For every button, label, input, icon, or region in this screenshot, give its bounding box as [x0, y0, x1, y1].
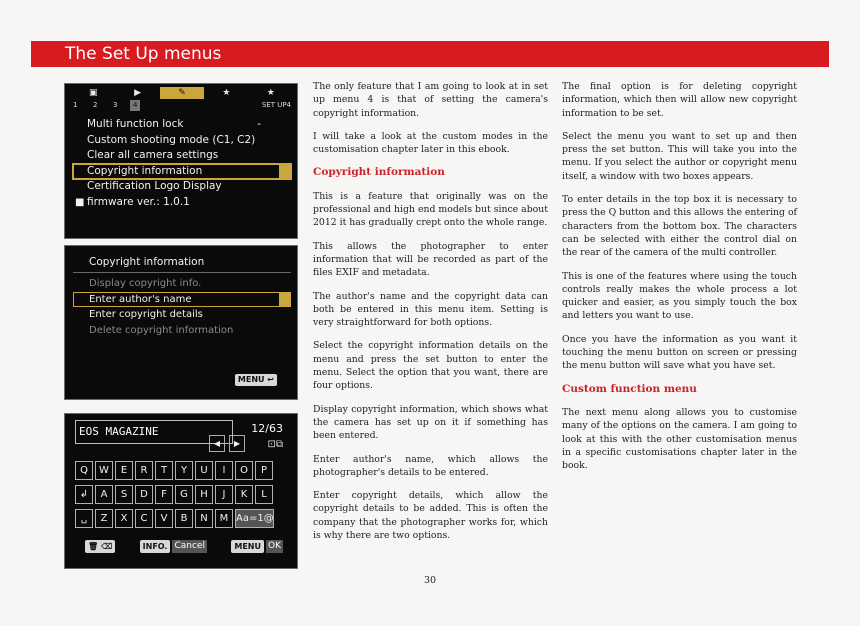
paragraph: The final option is for deleting copyright information, which then will allow new copyright information to be set.	[562, 81, 797, 119]
paragraph: This is one of the features where using the touch controls really makes the whole process a lot quicker and easier, as you simply touch the box and letters you want to use.	[562, 270, 797, 322]
selection-marker	[279, 164, 291, 180]
paragraph: Select the menu you want to set up and then press the set button. This will take you into the menu. If you select the author or copyright menu itself, a window with two boxes appears.	[562, 130, 797, 182]
key-v[interactable]: V	[155, 509, 173, 528]
menu-item-label: Certification Logo Display	[87, 180, 222, 193]
menu-item-label: Enter author's name	[89, 293, 192, 305]
page-title: The Set Up menus	[65, 44, 222, 64]
keyboard-row-3	[75, 509, 274, 528]
divider	[73, 272, 291, 273]
tab-custom-icon[interactable]: ★	[222, 88, 231, 98]
text-column-left	[313, 80, 548, 552]
key-g[interactable]: G	[175, 485, 193, 504]
key-l[interactable]: L	[255, 485, 273, 504]
author-name-input[interactable]: EOS MAGAZINE	[75, 420, 233, 444]
paragraph: Enter author's name, which allows the photographer's details to be entered.	[313, 453, 548, 478]
section-heading-custom-function: Custom function menu	[562, 382, 697, 395]
key-enter[interactable]: ↲	[75, 485, 93, 504]
key-m[interactable]: M	[215, 509, 233, 528]
menu-tab-row	[71, 87, 293, 99]
page-number-4[interactable]: 4	[130, 100, 140, 111]
header-bar	[31, 41, 829, 67]
key-e[interactable]: E	[115, 461, 133, 480]
info-chip: INFO.	[140, 540, 171, 553]
submenu-title: Copyright information	[89, 256, 205, 268]
page-number-3[interactable]: 3	[113, 101, 118, 109]
menu-item-label: Copyright information	[87, 164, 203, 177]
cursor-left-icon[interactable]: ◀	[209, 435, 225, 452]
cancel-label: Cancel	[174, 541, 205, 551]
key-r[interactable]: R	[135, 461, 153, 480]
page-number-1[interactable]: 1	[73, 101, 78, 109]
paragraph: To enter details in the top box it is necessary to press the Q button and this allows the entering of characters from the bottom box. The characters can be selected with either the control dial on the rear of the camera of the multi controller.	[562, 194, 797, 259]
key-d[interactable]: D	[135, 485, 153, 504]
keyboard-bottom-bar	[85, 540, 283, 554]
camera-screen-keyboard	[64, 413, 298, 569]
menu-item-delete-copyright[interactable]: Delete copyright information	[89, 324, 234, 336]
copyright-menu-list	[73, 276, 291, 338]
camera-icon: ■	[75, 196, 85, 208]
menu-item-enter-copyright[interactable]: Enter copyright details	[89, 309, 203, 321]
key-z[interactable]: Z	[95, 509, 113, 528]
page-number: 30	[423, 575, 437, 586]
key-a[interactable]: A	[95, 485, 113, 504]
paragraph: This allows the photographer to enter information that will be recorded as part of the files EXIF and metadata.	[313, 240, 548, 279]
menu-item-custom-shooting-mode[interactable]	[73, 133, 291, 149]
key-j[interactable]: J	[215, 485, 233, 504]
menu-item-multi-function-lock[interactable]	[73, 117, 291, 133]
key-x[interactable]: X	[115, 509, 133, 528]
key-s[interactable]: S	[115, 485, 133, 504]
key-o[interactable]: O	[235, 461, 253, 480]
paragraph: The only feature that I am going to look at in set up menu 4 is that of setting the camera's copyright information.	[313, 81, 548, 119]
key-y[interactable]: Y	[175, 461, 193, 480]
tab-setup-icon[interactable]: ✎	[160, 87, 204, 99]
key-i[interactable]: I	[215, 461, 233, 480]
key-q[interactable]: Q	[75, 461, 93, 480]
key-u[interactable]: U	[195, 461, 213, 480]
ok-button[interactable]	[231, 540, 283, 553]
paragraph: This is a feature that originally was on the professional and high end models but since about 2012 it has gradually crept onto the whole range.	[313, 190, 548, 229]
tab-mymenu-icon[interactable]: ★	[266, 88, 275, 98]
input-mode-icon[interactable]: ⊡⧉	[267, 439, 283, 450]
key-n[interactable]: N	[195, 509, 213, 528]
key-k[interactable]: K	[235, 485, 253, 504]
keyboard-row-2	[75, 485, 273, 504]
tab-shooting-icon[interactable]: ▣	[88, 88, 98, 98]
paragraph: The next menu along allows you to customise many of the options on the camera. I am going to look at this with the other customisation menus in a specific customisations chapter later in the book.	[562, 406, 797, 472]
menu-item-label: Clear all camera settings	[87, 149, 219, 162]
paragraph: Enter copyright details, which allow the copyright details to be added. This is often the company that the photographer works for, which is why there are two options.	[313, 490, 548, 542]
key-mode-switch[interactable]: Aa=1@	[235, 509, 274, 528]
paragraph: Once you have the information as you want it touching the menu button on screen or pressing the menu button will save what you have set.	[562, 333, 797, 372]
key-h[interactable]: H	[195, 485, 213, 504]
paragraph: Select the copyright information details on the menu and press the set button to enter the menu. Select the option that you want, there are four options.	[313, 340, 548, 392]
menu-item-value: -	[257, 118, 261, 130]
menu-item-label: firmware ver.: 1.0.1	[87, 195, 190, 208]
keyboard-row-1	[75, 461, 273, 480]
character-counter: 12/63	[251, 422, 283, 435]
section-heading-copyright: Copyright information	[313, 166, 445, 179]
menu-item-clear-settings[interactable]	[73, 148, 291, 164]
menu-item-label: Custom shooting mode (C1, C2)	[87, 133, 256, 146]
setup-page-label: SET UP4	[261, 101, 291, 109]
tab-playback-icon[interactable]: ▶	[134, 88, 142, 98]
paragraph: I will take a look at the custom modes in the customisation chapter later in this ebook.	[313, 130, 548, 156]
key-space[interactable]: ␣	[75, 509, 93, 528]
selection-marker	[279, 292, 291, 308]
delete-button[interactable]	[85, 540, 115, 553]
menu-item-firmware[interactable]	[73, 195, 291, 211]
menu-chip: MENU	[231, 540, 264, 553]
text-column-right	[562, 80, 797, 482]
menu-item-display-copyright[interactable]: Display copyright info.	[89, 278, 202, 289]
menu-item-enter-author[interactable]	[73, 292, 291, 308]
key-t[interactable]: T	[155, 461, 173, 480]
paragraph: The author's name and the copyright data can both be entered in this menu item. Setting is very straightforward for both options.	[313, 290, 548, 329]
ok-label: OK	[267, 541, 281, 551]
menu-item-copyright-information[interactable]	[73, 164, 291, 180]
camera-screen-copyright-menu	[64, 245, 298, 400]
trash-icon: 🗑 ⌫	[85, 540, 115, 553]
menu-back-button[interactable]: MENU ↩	[235, 374, 277, 386]
menu-page-numbers	[71, 100, 293, 111]
menu-item-label: Multi function lock	[87, 118, 184, 130]
key-c[interactable]: C	[135, 509, 153, 528]
setup-menu-list	[73, 117, 291, 211]
key-f[interactable]: F	[155, 485, 173, 504]
key-p[interactable]: P	[255, 461, 273, 480]
cancel-button[interactable]	[140, 540, 207, 553]
key-w[interactable]: W	[95, 461, 113, 480]
paragraph: Display copyright information, which shows what the camera has set up on it if something has been entered.	[313, 403, 548, 442]
camera-screen-setup-menu	[64, 83, 298, 239]
page-number-2[interactable]: 2	[93, 101, 98, 109]
key-b[interactable]: B	[175, 509, 193, 528]
menu-item-certification-logo[interactable]	[73, 179, 291, 195]
cursor-right-icon[interactable]: ▶	[229, 435, 245, 452]
cursor-arrows	[209, 435, 245, 452]
